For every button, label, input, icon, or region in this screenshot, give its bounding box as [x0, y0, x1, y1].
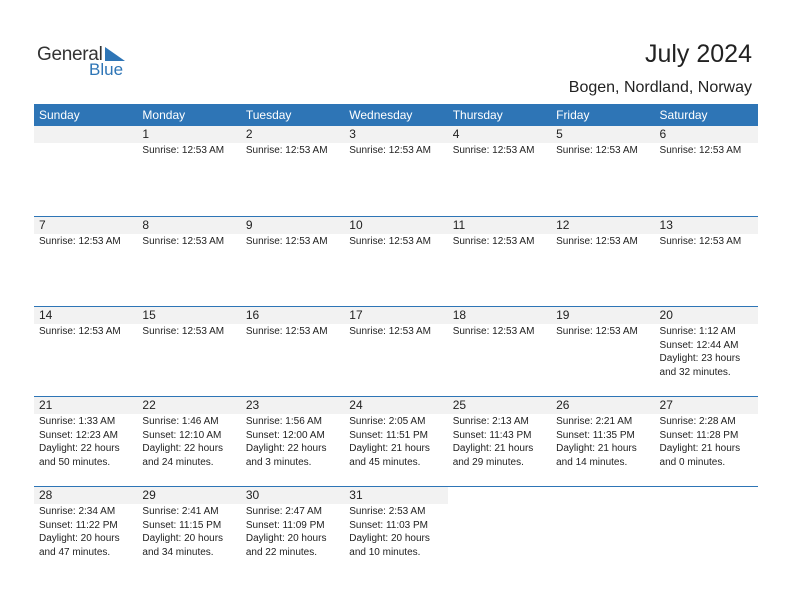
- sun-info-line: Sunrise: 12:53 AM: [245, 236, 328, 247]
- day-sun-info: [142, 235, 224, 249]
- day-sun-info: [246, 325, 328, 339]
- day-number: 20: [659, 308, 673, 322]
- sun-info-line: Daylight: 22 hours: [245, 443, 327, 454]
- sun-info-line: Sunrise: 12:53 AM: [659, 236, 742, 247]
- sun-info-line: Sunset: 11:51 PM: [349, 429, 429, 441]
- sun-info-line: Sunset: 11:35 PM: [556, 429, 635, 441]
- day-cell: [448, 126, 551, 216]
- sun-info-line: Sunrise: 12:53 AM: [142, 236, 225, 247]
- sun-info-line: Daylight: 23 hours: [659, 353, 741, 364]
- day-sun-info: [246, 235, 328, 249]
- sun-info-line: Daylight: 21 hours: [349, 443, 430, 454]
- sun-info-line: Sunset: 11:22 PM: [39, 519, 118, 531]
- day-number: 27: [659, 398, 673, 412]
- day-cell: [34, 217, 137, 307]
- day-cell: [655, 217, 758, 307]
- sun-info-line: Sunrise: 12:53 AM: [349, 236, 431, 247]
- day-sun-info: [39, 325, 121, 339]
- day-sun-info: [246, 144, 328, 158]
- day-cell: [344, 126, 447, 216]
- day-sun-info: [349, 415, 430, 469]
- sun-info-line: Sunset: 11:03 PM: [349, 519, 429, 531]
- day-cell: [344, 487, 447, 577]
- day-sun-info: [246, 415, 327, 469]
- sun-info-line: and 14 minutes.: [556, 456, 628, 468]
- day-cell: [448, 397, 551, 487]
- sun-info-line: and 0 minutes.: [659, 456, 726, 468]
- day-sun-info: [142, 505, 223, 559]
- day-sun-info: [660, 325, 741, 379]
- day-number-band: [655, 126, 758, 143]
- day-sun-info: [453, 235, 535, 249]
- day-number: 29: [142, 488, 156, 502]
- calendar-location: Bogen, Nordland, Norway: [568, 79, 752, 96]
- day-number: 16: [245, 308, 260, 322]
- weekday-thursday: Thursday: [452, 108, 503, 122]
- day-number: 11: [452, 218, 466, 232]
- sun-info-line: Daylight: 21 hours: [659, 443, 741, 454]
- sun-info-line: Daylight: 20 hours: [349, 533, 430, 544]
- day-sun-info: [39, 235, 121, 249]
- sun-info-line: Sunset: 11:09 PM: [245, 519, 325, 531]
- week-row: [34, 396, 758, 487]
- day-number-band: [34, 217, 137, 234]
- day-number: 6: [659, 127, 667, 141]
- sun-info-line: Sunset: 12:44 AM: [659, 339, 739, 351]
- weekday-sunday: Sunday: [39, 108, 80, 122]
- day-number-band: [137, 126, 240, 143]
- day-number: 13: [659, 218, 673, 232]
- sun-info-line: Sunrise: 12:53 AM: [245, 326, 328, 337]
- day-number: 9: [245, 218, 253, 232]
- sun-info-line: Sunrise: 12:53 AM: [556, 236, 638, 247]
- sun-info-line: Daylight: 21 hours: [452, 443, 534, 454]
- sun-info-line: Daylight: 22 hours: [142, 443, 224, 454]
- day-sun-info: [349, 144, 431, 158]
- day-cell: [551, 217, 654, 307]
- day-cell: [551, 397, 654, 487]
- sun-info-line: and 47 minutes.: [39, 546, 111, 558]
- day-number: 17: [349, 308, 363, 322]
- sun-info-line: Sunrise: 1:33 AM: [39, 416, 116, 427]
- day-cell: [551, 126, 654, 216]
- sun-info-line: Daylight: 20 hours: [142, 533, 224, 544]
- sun-info-line: Sunset: 12:00 AM: [245, 429, 325, 441]
- day-cell: [655, 307, 758, 397]
- sun-info-line: and 32 minutes.: [659, 366, 731, 378]
- day-cell: [137, 217, 240, 307]
- weekday-saturday: Saturday: [659, 108, 708, 122]
- sun-info-line: Sunrise: 12:53 AM: [556, 145, 638, 156]
- sun-info-line: Sunrise: 2:13 AM: [452, 416, 529, 427]
- sun-info-line: Daylight: 20 hours: [245, 533, 327, 544]
- day-number: 14: [39, 308, 53, 322]
- day-number: 3: [349, 127, 356, 141]
- day-sun-info: [142, 325, 224, 339]
- sun-info-line: and 24 minutes.: [142, 456, 214, 468]
- day-sun-info: [142, 415, 223, 469]
- day-cell: [34, 487, 137, 577]
- sun-info-line: Sunrise: 12:53 AM: [39, 326, 121, 337]
- day-sun-info: [349, 505, 430, 559]
- calendar-title: July 2024: [644, 40, 752, 68]
- day-number: 12: [556, 218, 570, 232]
- empty-day-cell: [34, 126, 137, 216]
- sun-info-line: Sunrise: 12:53 AM: [556, 326, 638, 337]
- day-sun-info: [660, 144, 742, 158]
- day-number: 19: [556, 308, 570, 322]
- day-number-band: [344, 126, 447, 143]
- day-sun-info: [453, 325, 535, 339]
- day-sun-info: [39, 415, 120, 469]
- sun-info-line: Sunrise: 2:47 AM: [245, 506, 322, 517]
- day-number: 8: [142, 218, 150, 232]
- day-number: 15: [142, 308, 156, 322]
- sun-info-line: Sunrise: 12:53 AM: [142, 145, 225, 156]
- day-number: 25: [452, 398, 467, 412]
- sun-info-line: Sunset: 12:10 AM: [142, 429, 222, 441]
- sun-info-line: Daylight: 22 hours: [39, 443, 120, 454]
- sun-info-line: Sunset: 11:28 PM: [659, 429, 739, 441]
- sun-info-line: Sunset: 12:23 AM: [39, 429, 118, 441]
- sun-info-line: and 3 minutes.: [245, 456, 312, 468]
- week-row: [34, 486, 758, 577]
- day-number: 24: [349, 398, 363, 412]
- day-cell: [551, 307, 654, 397]
- day-cell: [344, 397, 447, 487]
- day-cell: [137, 126, 240, 216]
- day-sun-info: [660, 415, 741, 469]
- day-number: 22: [142, 398, 156, 412]
- week-row: [34, 126, 758, 216]
- day-sun-info: [556, 144, 638, 158]
- sun-info-line: and 22 minutes.: [245, 546, 318, 558]
- day-cell: [241, 487, 344, 577]
- sun-info-line: and 34 minutes.: [142, 546, 214, 558]
- empty-day-cell: [655, 487, 758, 577]
- day-sun-info: [453, 144, 535, 158]
- day-number: 10: [349, 218, 363, 232]
- sun-info-line: and 10 minutes.: [349, 546, 421, 558]
- empty-day-cell: [448, 487, 551, 577]
- day-number: 31: [349, 488, 363, 502]
- day-number-band: [34, 126, 137, 143]
- day-number-band: [241, 217, 344, 234]
- sun-info-line: Sunrise: 12:53 AM: [39, 236, 121, 247]
- sun-info-line: Sunrise: 2:21 AM: [556, 416, 633, 427]
- sun-info-line: Sunrise: 2:05 AM: [349, 416, 426, 427]
- day-sun-info: [349, 325, 431, 339]
- weekday-monday: Monday: [142, 108, 186, 122]
- sun-info-line: Sunrise: 2:53 AM: [349, 506, 426, 517]
- sun-info-line: Sunrise: 2:28 AM: [659, 416, 736, 427]
- day-cell: [448, 307, 551, 397]
- sun-info-line: Sunrise: 1:56 AM: [245, 416, 322, 427]
- day-cell: [448, 217, 551, 307]
- sun-info-line: and 45 minutes.: [349, 456, 421, 468]
- day-cell: [241, 307, 344, 397]
- day-sun-info: [556, 235, 638, 249]
- day-number: 26: [556, 398, 570, 412]
- day-cell: [137, 487, 240, 577]
- sun-info-line: Sunrise: 12:53 AM: [349, 145, 431, 156]
- empty-day-cell: [551, 487, 654, 577]
- sun-info-line: Sunrise: 12:53 AM: [452, 145, 535, 156]
- day-sun-info: [660, 235, 742, 249]
- sun-info-line: Sunrise: 2:41 AM: [142, 506, 219, 517]
- day-cell: [344, 307, 447, 397]
- brand-logo: [37, 44, 137, 80]
- day-cell: [241, 217, 344, 307]
- day-sun-info: [453, 415, 534, 469]
- sun-info-line: and 50 minutes.: [39, 456, 111, 468]
- week-row: [34, 216, 758, 307]
- day-sun-info: [246, 505, 327, 559]
- day-sun-info: [349, 235, 431, 249]
- sun-info-line: Sunset: 11:43 PM: [452, 429, 532, 441]
- weekday-friday: Friday: [556, 108, 590, 122]
- sun-info-line: Sunrise: 1:46 AM: [142, 416, 219, 427]
- day-number: 2: [245, 127, 253, 141]
- day-number: 18: [452, 308, 467, 322]
- day-cell: [34, 397, 137, 487]
- logo-triangle-icon: [105, 47, 125, 61]
- sun-info-line: Sunrise: 12:53 AM: [452, 236, 535, 247]
- day-number: 1: [142, 127, 150, 141]
- day-cell: [34, 307, 137, 397]
- sun-info-line: and 29 minutes.: [452, 456, 524, 468]
- day-cell: [241, 126, 344, 216]
- day-cell: [655, 397, 758, 487]
- weekday-tuesday: Tuesday: [245, 108, 292, 122]
- sun-info-line: Sunrise: 12:53 AM: [659, 145, 742, 156]
- sun-info-line: Sunrise: 12:53 AM: [142, 326, 225, 337]
- day-number-band: [448, 126, 551, 143]
- sun-info-line: Sunrise: 12:53 AM: [349, 326, 431, 337]
- day-number: 4: [452, 127, 460, 141]
- sun-info-line: Daylight: 20 hours: [39, 533, 120, 544]
- day-cell: [137, 397, 240, 487]
- day-cell: [344, 217, 447, 307]
- day-number-band: [551, 126, 654, 143]
- day-sun-info: [142, 144, 224, 158]
- sun-info-line: Sunrise: 12:53 AM: [452, 326, 535, 337]
- day-cell: [655, 126, 758, 216]
- day-number-band: [241, 126, 344, 143]
- day-number: 28: [39, 488, 53, 502]
- day-sun-info: [39, 505, 120, 559]
- day-sun-info: [556, 415, 637, 469]
- day-number: 21: [39, 398, 53, 412]
- weekday-header: [34, 104, 758, 126]
- day-number: 23: [245, 398, 260, 412]
- day-number: 30: [245, 488, 260, 502]
- sun-info-line: Sunrise: 1:12 AM: [659, 326, 736, 337]
- logo-blue-text: Blue: [89, 60, 124, 79]
- sun-info-line: Daylight: 21 hours: [556, 443, 637, 454]
- sun-info-line: Sunrise: 12:53 AM: [245, 145, 328, 156]
- day-cell: [241, 397, 344, 487]
- weekday-wednesday: Wednesday: [349, 108, 413, 122]
- day-number: 5: [556, 127, 563, 141]
- day-cell: [137, 307, 240, 397]
- logo-general-text: General: [37, 44, 103, 65]
- day-number: 7: [39, 218, 46, 232]
- sun-info-line: Sunset: 11:15 PM: [142, 519, 222, 531]
- day-number-band: [137, 217, 240, 234]
- day-sun-info: [556, 325, 638, 339]
- week-row: [34, 306, 758, 397]
- sun-info-line: Sunrise: 2:34 AM: [39, 506, 116, 517]
